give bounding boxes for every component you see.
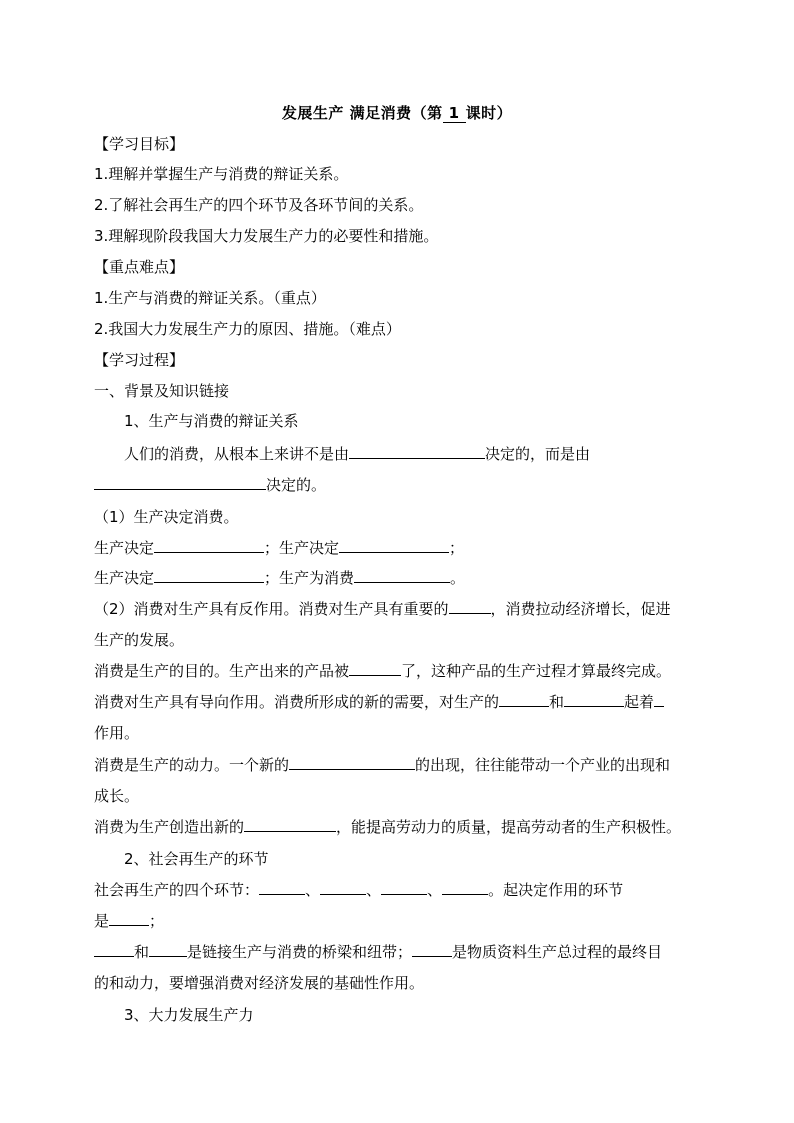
answer-blank[interactable] xyxy=(381,880,427,895)
fill-paragraph xyxy=(94,942,662,962)
text: 人们的消费，从根本上来讲不是由 xyxy=(124,445,350,463)
subsection-heading: 3、大力发展生产力 xyxy=(124,1006,254,1024)
goal-item: 1.理解并掌握生产与消费的辩证关系。 xyxy=(94,165,349,183)
text: 、 xyxy=(427,881,443,899)
text: 生产决定 xyxy=(94,569,155,587)
text: 的出现，往往能带动一个产业的出现和 xyxy=(415,756,671,774)
text: ，能提高劳动力的质量，提高劳动者的生产积极性。 xyxy=(336,818,682,836)
fill-paragraph xyxy=(94,661,671,681)
fill-paragraph xyxy=(94,755,670,775)
text: 、 xyxy=(366,881,382,899)
text-line: 生产的发展。 xyxy=(94,631,185,649)
key-item: 2.我国大力发展生产力的原因、措施。（难点） xyxy=(94,320,401,338)
fill-line xyxy=(94,538,464,558)
text: ；生产为消费 xyxy=(264,569,355,587)
text: 起着 xyxy=(624,693,655,711)
fill-line xyxy=(94,568,465,588)
text: 消费对生产具有导向作用。消费所形成的新的需要，对生产的 xyxy=(94,693,500,711)
text: 决定的，而是由 xyxy=(485,445,591,463)
goals-header: 【学习目标】 xyxy=(94,135,185,153)
text: 和 xyxy=(549,693,565,711)
answer-blank[interactable] xyxy=(154,538,264,553)
goal-item: 2.了解社会再生产的四个环节及各环节间的关系。 xyxy=(94,196,424,214)
answer-blank[interactable] xyxy=(320,880,366,895)
fill-paragraph xyxy=(94,599,671,619)
answer-blank[interactable] xyxy=(499,692,549,707)
answer-blank[interactable] xyxy=(449,599,491,614)
answer-blank[interactable] xyxy=(354,568,450,583)
answer-blank[interactable] xyxy=(149,942,187,957)
title-prefix: 发展生产 满足消费（第 xyxy=(281,104,443,122)
text-line: 成长。 xyxy=(94,787,140,805)
text: ；生产决定 xyxy=(264,539,340,557)
text-line: 的和动力，要增强消费对经济发展的基础性作用。 xyxy=(94,974,425,992)
answer-blank[interactable] xyxy=(442,880,488,895)
text: 决定的。 xyxy=(266,476,327,494)
answer-blank[interactable] xyxy=(154,568,264,583)
subsection-heading: 2、社会再生产的环节 xyxy=(124,850,269,868)
answer-blank[interactable] xyxy=(244,817,336,832)
fill-paragraph xyxy=(94,692,664,712)
title-suffix: 课时） xyxy=(465,104,513,122)
answer-blank[interactable] xyxy=(339,538,449,553)
fill-paragraph xyxy=(94,817,681,837)
answer-blank[interactable] xyxy=(412,942,452,957)
text: 是链接生产与消费的桥梁和纽带； xyxy=(187,943,413,961)
text: （2）消费对生产具有反作用。消费对生产具有重要的 xyxy=(94,600,449,618)
page-title xyxy=(0,102,794,123)
answer-blank[interactable] xyxy=(654,692,664,707)
key-header: 【重点难点】 xyxy=(94,258,185,276)
answer-blank[interactable] xyxy=(349,444,485,459)
answer-blank[interactable] xyxy=(109,911,149,926)
answer-blank[interactable] xyxy=(564,692,624,707)
answer-blank[interactable] xyxy=(289,755,415,770)
text: 。起决定作用的环节 xyxy=(488,881,624,899)
text: 消费是生产的目的。生产出来的产品被 xyxy=(94,662,350,680)
goal-item: 3.理解现阶段我国大力发展生产力的必要性和措施。 xyxy=(94,227,439,245)
text: 和 xyxy=(134,943,150,961)
text: ； xyxy=(449,539,465,557)
text: 社会再生产的四个环节： xyxy=(94,881,260,899)
text: 消费为生产创造出新的 xyxy=(94,818,245,836)
fill-line xyxy=(94,911,164,931)
key-item: 1.生产与消费的辩证关系。（重点） xyxy=(94,289,326,307)
fill-paragraph xyxy=(124,444,590,464)
text: 消费是生产的动力。一个新的 xyxy=(94,756,290,774)
text: 是物质资料生产总过程的最终目 xyxy=(452,943,663,961)
text: ，消费拉动经济增长，促进 xyxy=(490,600,671,618)
text: 生产决定 xyxy=(94,539,155,557)
text: 、 xyxy=(305,881,321,899)
answer-blank[interactable] xyxy=(259,880,305,895)
text-line: 作用。 xyxy=(94,724,140,742)
text: 。 xyxy=(450,569,466,587)
text: ； xyxy=(149,912,165,930)
subsection-heading: 1、生产与消费的辩证关系 xyxy=(124,412,299,430)
text: 了，这种产品的生产过程才算最终完成。 xyxy=(401,662,672,680)
text: 是 xyxy=(94,912,110,930)
process-header: 【学习过程】 xyxy=(94,351,185,369)
question-heading: （1）生产决定消费。 xyxy=(94,508,239,526)
answer-blank[interactable] xyxy=(349,661,401,676)
lesson-number: 1 xyxy=(443,104,466,123)
fill-paragraph xyxy=(94,475,326,495)
fill-paragraph xyxy=(94,880,623,900)
answer-blank[interactable] xyxy=(94,942,134,957)
answer-blank[interactable] xyxy=(94,475,266,490)
section-heading: 一、背景及知识链接 xyxy=(94,382,230,400)
